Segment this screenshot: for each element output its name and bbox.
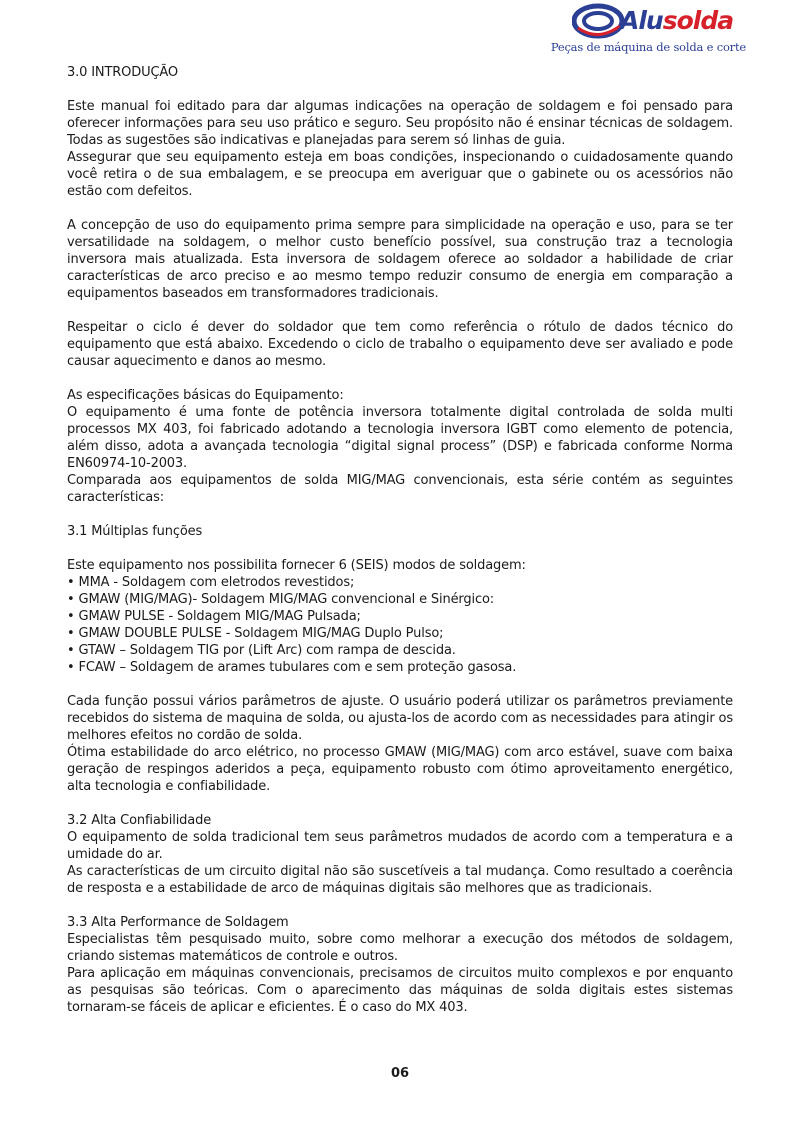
paragraph: Assegurar que seu equipamento esteja em boas condições, inspecionando o cuidadosamente quando você retira o de sua embalagem, e se preocupa em averiguar que o gabinete ou os acessórios não estão com defeitos. (67, 150, 733, 199)
subheading: As especificações básicas do Equipamento: (67, 388, 344, 403)
paragraph: Para aplicação em máquinas convencionais, precisamos de circuitos muito complexos e por enquanto as pesquisas são teóricas. Com o aparecimento das máquinas de solda digitais estes sistemas tornaram-se fáceis de aplicar e eficientes. É o caso do MX 403. (67, 966, 733, 1015)
page-number: 06 (390, 1066, 410, 1081)
welding-modes-list (67, 574, 733, 676)
paragraph: A concepção de uso do equipamento prima sempre para simplicidade na operação e uso, para se ter versatilidade na soldagem, o melhor custo benefício possível, sua construção traz a tecnologia inversora mais atualizada. Esta inversora de soldagem oferece ao soldador a habilidade de criar características de arco preciso e ao mesmo tempo reduzir consumo de energia em comparação a equipamentos baseados em transformadores tradicionais. (67, 218, 733, 301)
paragraph: As características de um circuito digital não são suscetíveis a tal mudança. Como resultado a coerência de resposta e a estabilidade de arco de máquinas digitais são melhores que as tradicionais. (67, 864, 733, 896)
list-item: • MMA - Soldagem com eletrodos revestidos; (67, 574, 733, 591)
section-heading: 3.1 Múltiplas funções (67, 524, 203, 539)
logo-wordmark-part2: solda (662, 6, 734, 35)
logo-wordmark (620, 6, 733, 36)
paragraph: O equipamento de solda tradicional tem seus parâmetros mudados de acordo com a temperatura e a umidade do ar. (67, 830, 733, 862)
list-item: • GTAW – Soldagem TIG por (Lift Arc) com rampa de descida. (67, 642, 733, 659)
paragraph: Comparada aos equipamentos de solda MIG/MAG convencionais, esta série contém as seguintes características: (67, 473, 733, 505)
paragraph: Este equipamento nos possibilita fornecer 6 (SEIS) modos de soldagem: (67, 558, 526, 573)
page-content (67, 64, 733, 1016)
company-logo (550, 2, 746, 56)
logo-tagline: Peças de máquina de solda e corte (550, 40, 746, 54)
alusolda-swoosh-icon (572, 2, 624, 42)
list-item: • GMAW PULSE - Soldagem MIG/MAG Pulsada; (67, 608, 733, 625)
list-item: • FCAW – Soldagem de arames tubulares com e sem proteção gasosa. (67, 659, 733, 676)
section-heading: 3.2 Alta Confiabilidade (67, 813, 212, 828)
list-item: • GMAW (MIG/MAG)- Soldagem MIG/MAG convencional e Sinérgico: (67, 591, 733, 608)
logo-wordmark-part1: Alu (620, 6, 663, 35)
paragraph: Este manual foi editado para dar algumas indicações na operação de soldagem e foi pensado para oferecer informações para seu uso prático e seguro. Seu propósito não é ensinar técnicas de soldagem. Todas as sugestões são indicativas e planejadas para serem só linhas de guia. (67, 99, 733, 148)
paragraph: Respeitar o ciclo é dever do soldador que tem como referência o rótulo de dados técnico do equipamento que está abaixo. Excedendo o ciclo de trabalho o equipamento deve ser avaliado e pode causar aquecimento e danos ao mesmo. (67, 320, 733, 369)
paragraph: Cada função possui vários parâmetros de ajuste. O usuário poderá utilizar os parâmetros previamente recebidos do sistema de maquina de solda, ou ajusta-los de acordo com as necessidades para atingir os melhores efeitos no cordão de solda. (67, 694, 733, 743)
paragraph: O equipamento é uma fonte de potência inversora totalmente digital controlada de solda multi processos MX 403, foi fabricado adotando a tecnologia inversora IGBT como elemento de potencia, além disso, adota a avançada tecnologia “digital signal process” (DSP) e fabricada conforme Norma EN60974-10-2003. (67, 405, 733, 471)
paragraph: Especialistas têm pesquisado muito, sobre como melhorar a execução dos métodos de soldagem, criando sistemas matemáticos de controle e outros. (67, 932, 733, 964)
section-heading: 3.3 Alta Performance de Soldagem (67, 915, 289, 930)
list-item: • GMAW DOUBLE PULSE - Soldagem MIG/MAG Duplo Pulso; (67, 625, 733, 642)
section-heading: 3.0 INTRODUÇÃO (67, 65, 178, 80)
paragraph: Ótima estabilidade do arco elétrico, no processo GMAW (MIG/MAG) com arco estável, suave com baixa geração de respingos aderidos a peça, equipamento robusto com ótimo aproveitamento energético, alta tecnologia e confiabilidade. (67, 745, 733, 794)
